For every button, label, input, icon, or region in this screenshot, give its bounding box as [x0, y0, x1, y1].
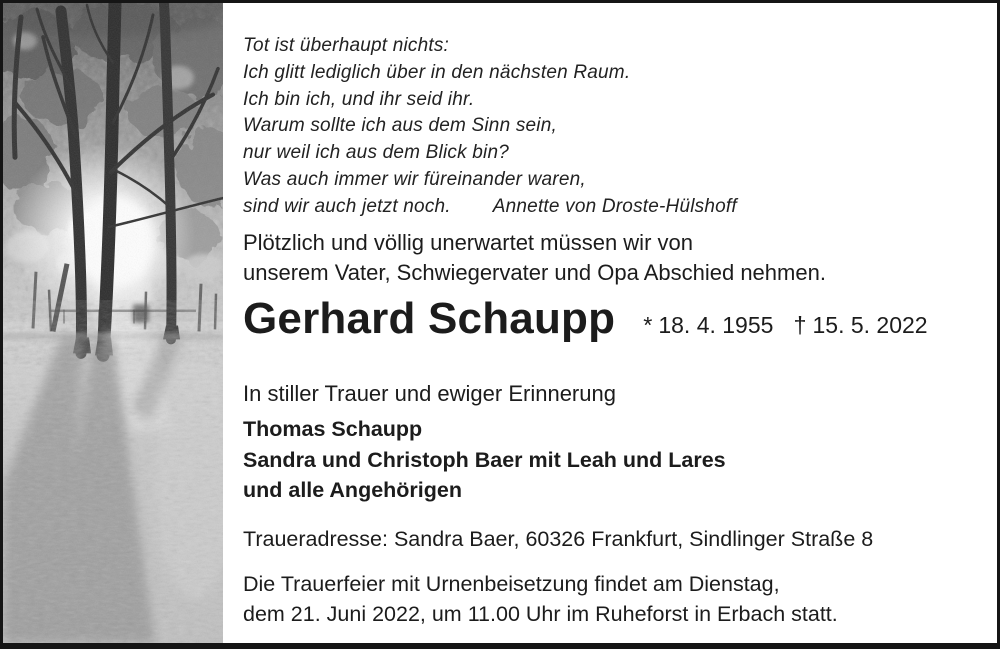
announcement	[243, 228, 989, 287]
memorial-photo	[3, 3, 223, 643]
mourners-list	[243, 414, 989, 506]
park-sunlight-photo	[3, 3, 223, 643]
announcement-line: unserem Vater, Schwiegervater und Opa Abschied nehmen.	[243, 259, 826, 285]
mourner: Thomas Schaupp	[243, 417, 423, 441]
notice-content	[243, 3, 989, 643]
deceased-row	[243, 294, 989, 345]
deceased-name: Gerhard Schaupp	[243, 294, 616, 343]
poem-closing-text: sind wir auch jetzt noch.	[243, 195, 451, 217]
funeral-line: Die Trauerfeier mit Urnenbeisetzung findet am Dienstag,	[243, 572, 780, 596]
mourning-address: Traueradresse: Sandra Baer, 60326 Frankfurt, Sindlinger Straße 8	[243, 527, 874, 551]
death-date: 15. 5. 2022	[812, 312, 928, 338]
life-dates	[643, 312, 927, 339]
poem-line: Was auch immer wir füreinander waren,	[243, 168, 586, 190]
poem-attribution: Annette von Droste-Hülshoff	[492, 195, 737, 217]
birth-symbol: *	[643, 312, 653, 338]
funeral-line: dem 21. Juni 2022, um 11.00 Uhr im Ruheforst in Erbach statt.	[243, 602, 838, 626]
poem-line: Tot ist überhaupt nichts:	[243, 35, 450, 56]
death-symbol: †	[793, 312, 807, 338]
birth-date: 18. 4. 1955	[658, 312, 774, 338]
mourner: Sandra und Christoph Baer mit Leah und Lares	[243, 447, 726, 472]
poem-line: Ich glitt lediglich über in den nächsten Raum.	[243, 61, 631, 83]
poem-line: Warum sollte ich aus dem Sinn sein,	[243, 115, 557, 137]
announcement-line: Plötzlich und völlig unerwartet müssen wir von	[243, 230, 693, 255]
poem-line: Ich bin ich, und ihr seid ihr.	[243, 88, 475, 110]
poem-closing-line	[243, 194, 989, 221]
mourning-intro: In stiller Trauer und ewiger Erinnerung	[243, 381, 616, 406]
mourner: und alle Angehörigen	[243, 478, 462, 502]
poem-line: nur weil ich aus dem Blick bin?	[243, 142, 509, 164]
funeral-info	[243, 569, 989, 629]
memorial-poem	[243, 33, 989, 221]
